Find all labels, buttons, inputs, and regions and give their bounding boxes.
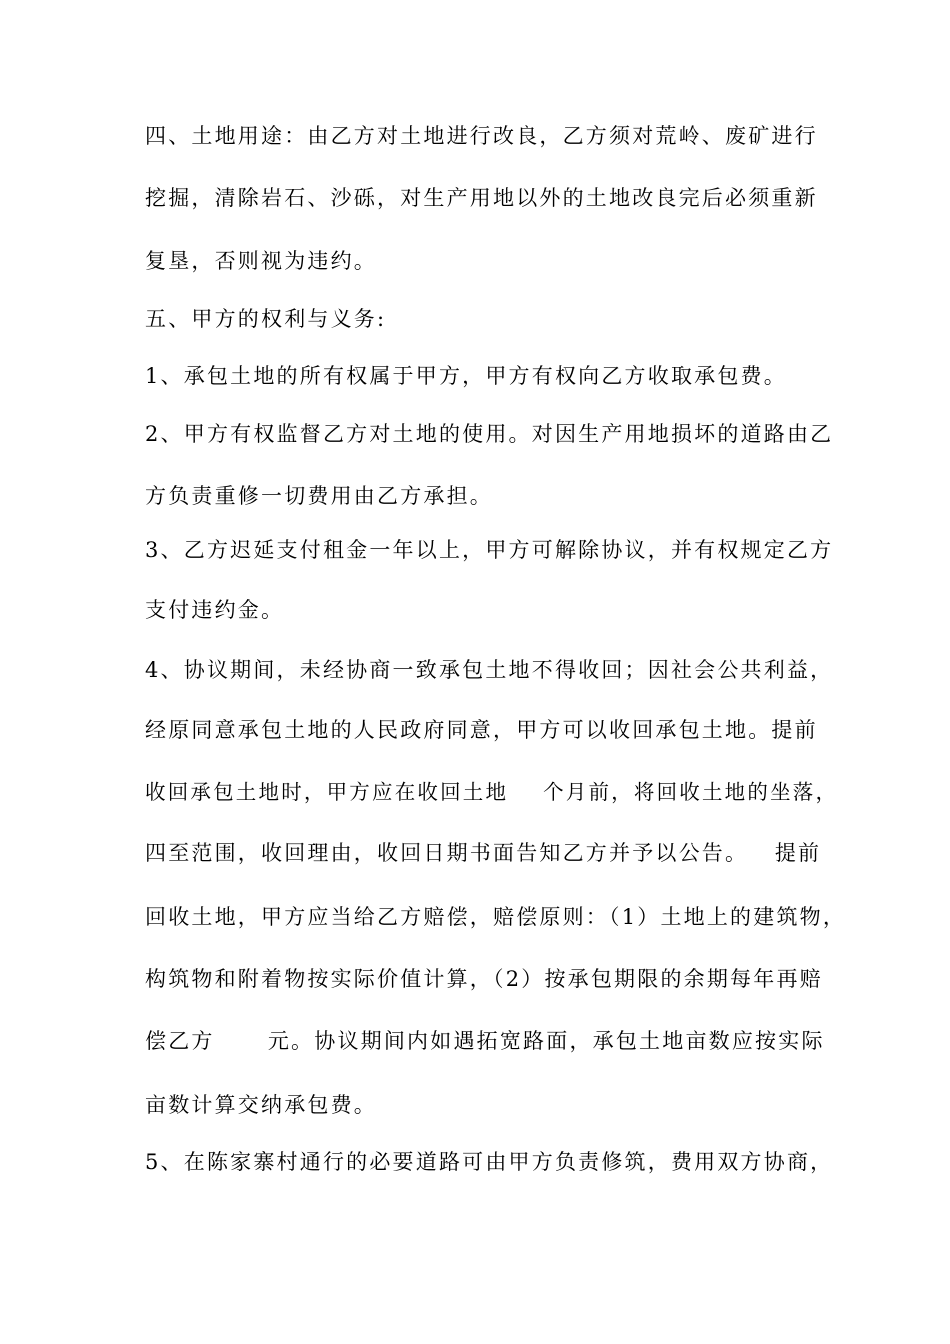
text-line: 4、协议期间，未经协商一致承包土地不得收回；因社会公共利益， [145, 658, 834, 682]
text-line: 收回承包土地时，甲方应在收回土地 个月前，将回收土地的坐落， [145, 780, 839, 804]
text-line: 复垦，否则视为违约。 [145, 249, 377, 273]
text-line: 偿乙方 元。协议期间内如遇拓宽路面，承包土地亩数应按实际 [145, 1029, 825, 1053]
text-line: 方负责重修一切费用由乙方承担。 [145, 484, 493, 508]
text-line: 5、在陈家寨村通行的必要道路可由甲方负责修筑，费用双方协商， [145, 1150, 834, 1174]
text-line: 2、甲方有权监督乙方对土地的使用。对因生产用地损坏的道路由乙 [145, 422, 834, 446]
text-line: 挖掘，清除岩石、沙砾，对生产用地以外的土地改良完后必须重新 [145, 186, 818, 210]
section-heading: 五、甲方的权利与义务: [145, 307, 387, 331]
text-line: 四、土地用途：由乙方对土地进行改良，乙方须对荒岭、废矿进行 [145, 124, 818, 148]
text-line: 支付违约金。 [145, 598, 285, 622]
text-line: 亩数计算交纳承包费。 [145, 1093, 377, 1117]
text-line: 3、乙方迟延支付租金一年以上，甲方可解除协议，并有权规定乙方 [145, 538, 834, 562]
text-line: 四至范围，收回理由，收回日期书面告知乙方并予以公告。 提前 [145, 841, 822, 865]
text-line: 1、承包土地的所有权属于甲方，甲方有权向乙方收取承包费。 [145, 364, 787, 388]
text-line: 构筑物和附着物按实际价值计算，（2）按承包期限的余期每年再赔 [145, 967, 823, 991]
text-line: 回收土地，甲方应当给乙方赔偿，赔偿原则：（1）土地上的建筑物， [145, 905, 847, 929]
text-line: 经原同意承包土地的人民政府同意，甲方可以收回承包土地。提前 [145, 718, 818, 742]
